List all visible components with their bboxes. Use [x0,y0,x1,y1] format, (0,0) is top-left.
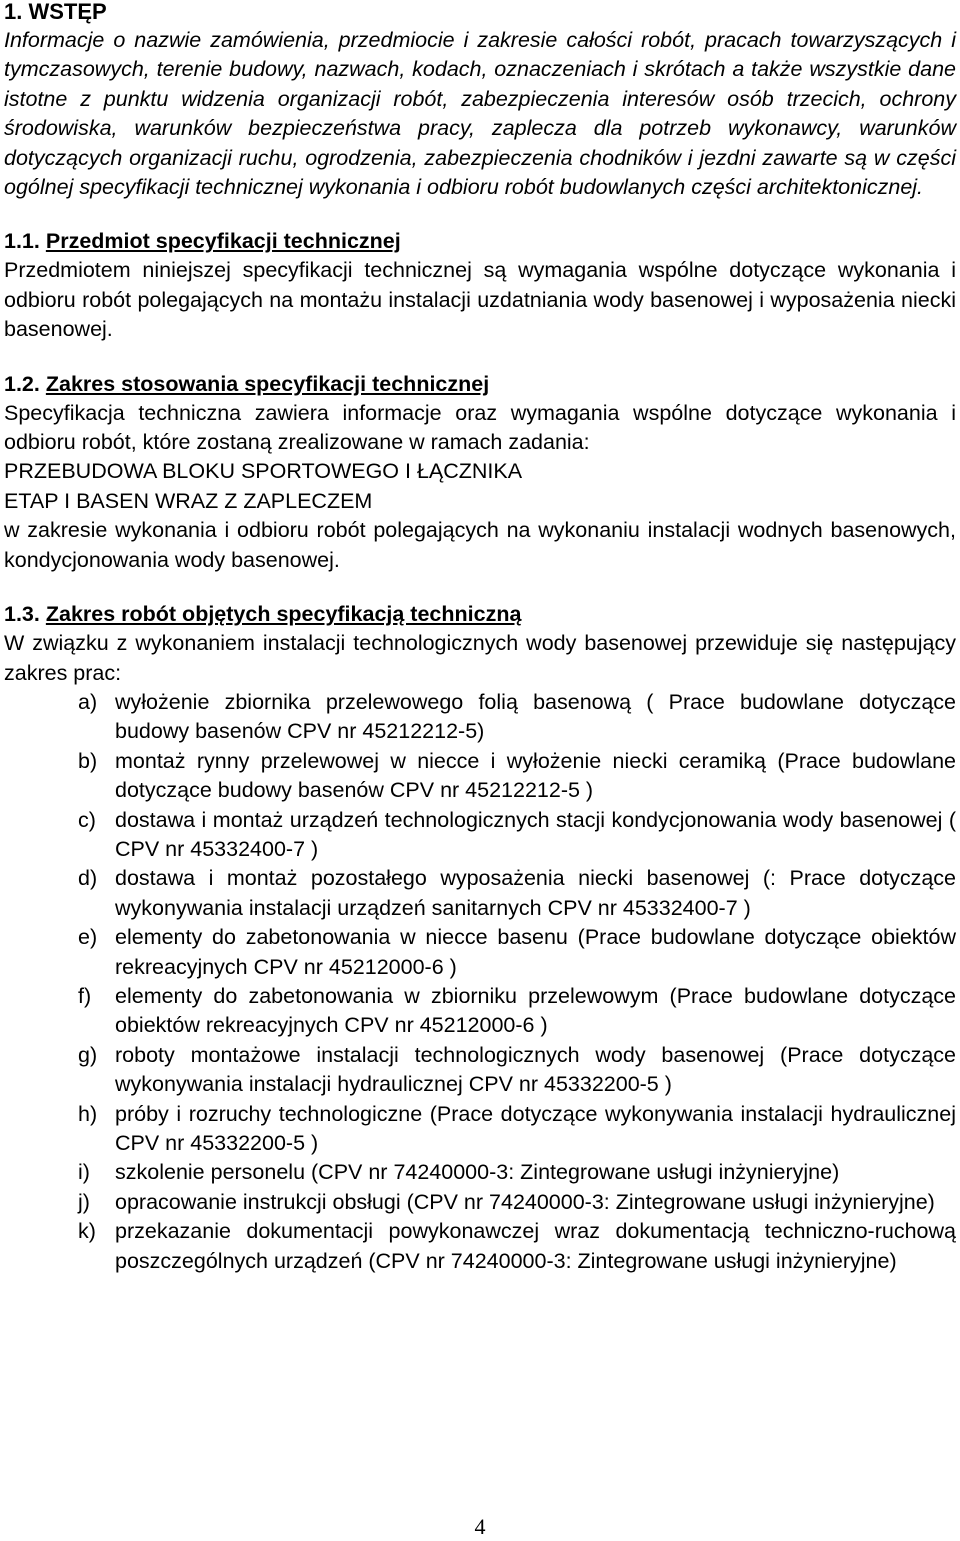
scope-of-work-list [4,688,956,1276]
list-item-text: szkolenie personelu (CPV nr 74240000-3: Zintegrowane usługi inżynieryjne) [115,1160,840,1185]
section-1-2-title: Zakres stosowania specyfikacji technicznej [45,371,490,396]
list-item-text: wyłożenie zbiornika przelewowego folią basenową ( Prace budowlane dotyczące budowy basenów CPV nr 45212212-5) [115,689,956,744]
section-1-3-heading [4,600,956,629]
section-1-2-number: 1.2. [4,371,40,396]
list-item [4,864,956,923]
section-1-2-scope-paragraph: w zakresie wykonania i odbioru robót polegających na wykonaniu instalacji wodnych basenowych, kondycjonowania wody basenowej. [4,518,956,572]
list-item-marker: h) [78,1101,98,1126]
list-item-text: dostawa i montaż urządzeń technologicznych stacji kondycjonowania wody basenowej ( CPV nr 45332400-7 ) [115,807,956,861]
list-item [4,1100,956,1159]
list-item-text: próby i rozruchy technologiczne (Prace dotyczące wykonywania instalacji hydraulicznej CPV nr 45332200-5 ) [115,1101,956,1155]
list-item-text: montaż rynny przelewowej w niecce i wyłożenie niecki ceramiką (Prace budowlane dotyczące budowy basenów CPV nr 45212212-5 ) [115,748,956,803]
list-item [4,747,956,806]
list-item-text: dostawa i montaż pozostałego wyposażenia niecki basenowej (: Prace dotyczące wykonywania instalacji urządzeń sanitarnych CPV nr 45332400-7 ) [115,866,956,920]
page-number: 4 [474,1514,486,1539]
list-item [4,1158,956,1187]
section-1-1-heading [4,227,956,256]
list-item [4,1217,956,1276]
list-item [4,1188,956,1217]
list-item-marker: j) [78,1189,90,1214]
document-page [4,0,956,1276]
section-1-3-paragraph: W związku z wykonaniem instalacji technologicznych wody basenowej przewiduje się następujący zakres prac: [4,631,956,685]
list-item-text: elementy do zabetonowania w niecce basenu (Prace budowlane dotyczące obiektów rekreacyjnych CPV nr 45212000-6 ) [115,925,956,979]
list-item [4,1041,956,1100]
list-item-marker: c) [78,807,96,832]
list-item-marker: g) [78,1042,98,1067]
section-1-1-title: Przedmiot specyfikacji technicznej [45,229,401,254]
list-item-text: opracowanie instrukcji obsługi (CPV nr 74240000-3: Zintegrowane usługi inżynieryjne) [115,1189,935,1214]
list-item-marker: e) [78,925,98,950]
list-item-marker: d) [78,866,98,891]
list-item-marker: i) [78,1160,90,1185]
intro-paragraph: Informacje o nazwie zamówienia, przedmiocie i zakresie całości robót, pracach towarzyszących i tymczasowych, terenie budowy, nazwach, kodach, oznaczeniach i skrótach a także wszystkie dane istotne z punktu widzenia organizacji robót, zabezpieczenia interesów osób trzecich, ochrony środowiska, warunków bezpieczeństwa pracy, zaplecza dla potrzeb wykonawcy, warunków dotyczących organizacji ruchu, ogrodzenia, zabezpieczenia chodników i jezdni zawarte są w części ogólnej specyfikacji technicznej wykonania i odbioru robót budowlanych części architektonicznej. [4,28,956,200]
section-heading-wstep: 1. WSTĘP [4,0,107,24]
list-item-marker: f) [78,983,92,1008]
list-item [4,982,956,1041]
section-1-3-number: 1.3. [4,602,40,627]
section-1-2-heading [4,370,956,399]
list-item-marker: k) [78,1219,96,1244]
list-item [4,923,956,982]
section-1-1-paragraph: Przedmiotem niniejszej specyfikacji technicznej są wymagania wspólne dotyczące wykonania i odbioru robót polegających na montażu instalacji uzdatniania wody basenowej i wyposażenia niecki basenowej. [4,258,956,342]
section-1-3-title: Zakres robót objętych specyfikacją techniczną [45,602,522,627]
list-item-marker: b) [78,748,98,773]
section-1-2-paragraph: Specyfikacja techniczna zawiera informacje oraz wymagania wspólne dotyczące wykonania i odbioru robót, które zostaną zrealizowane w ramach zadania: [4,400,956,455]
list-item-text: przekazanie dokumentacji powykonawczej wraz dokumentacją techniczno-ruchową poszczególnych urządzeń (CPV nr 74240000-3: Zintegrowane usługi inżynieryjne) [115,1219,956,1273]
section-1-1-number: 1.1. [4,229,40,254]
list-item-text: elementy do zabetonowania w zbiorniku przelewowym (Prace budowlane dotyczące obiektów rekreacyjnych CPV nr 45212000-6 ) [115,983,956,1038]
list-item-marker: a) [78,689,98,714]
list-item [4,806,956,865]
list-item-text: roboty montażowe instalacji technologicznych wody basenowej (Prace dotyczące wykonywania instalacji hydraulicznej CPV nr 45332200-5 ) [115,1042,956,1097]
project-stage-line: ETAP I BASEN WRAZ Z ZAPLECZEM [4,488,373,513]
project-name-line: PRZEBUDOWA BLOKU SPORTOWEGO I ŁĄCZNIKA [4,459,523,484]
list-item [4,688,956,747]
